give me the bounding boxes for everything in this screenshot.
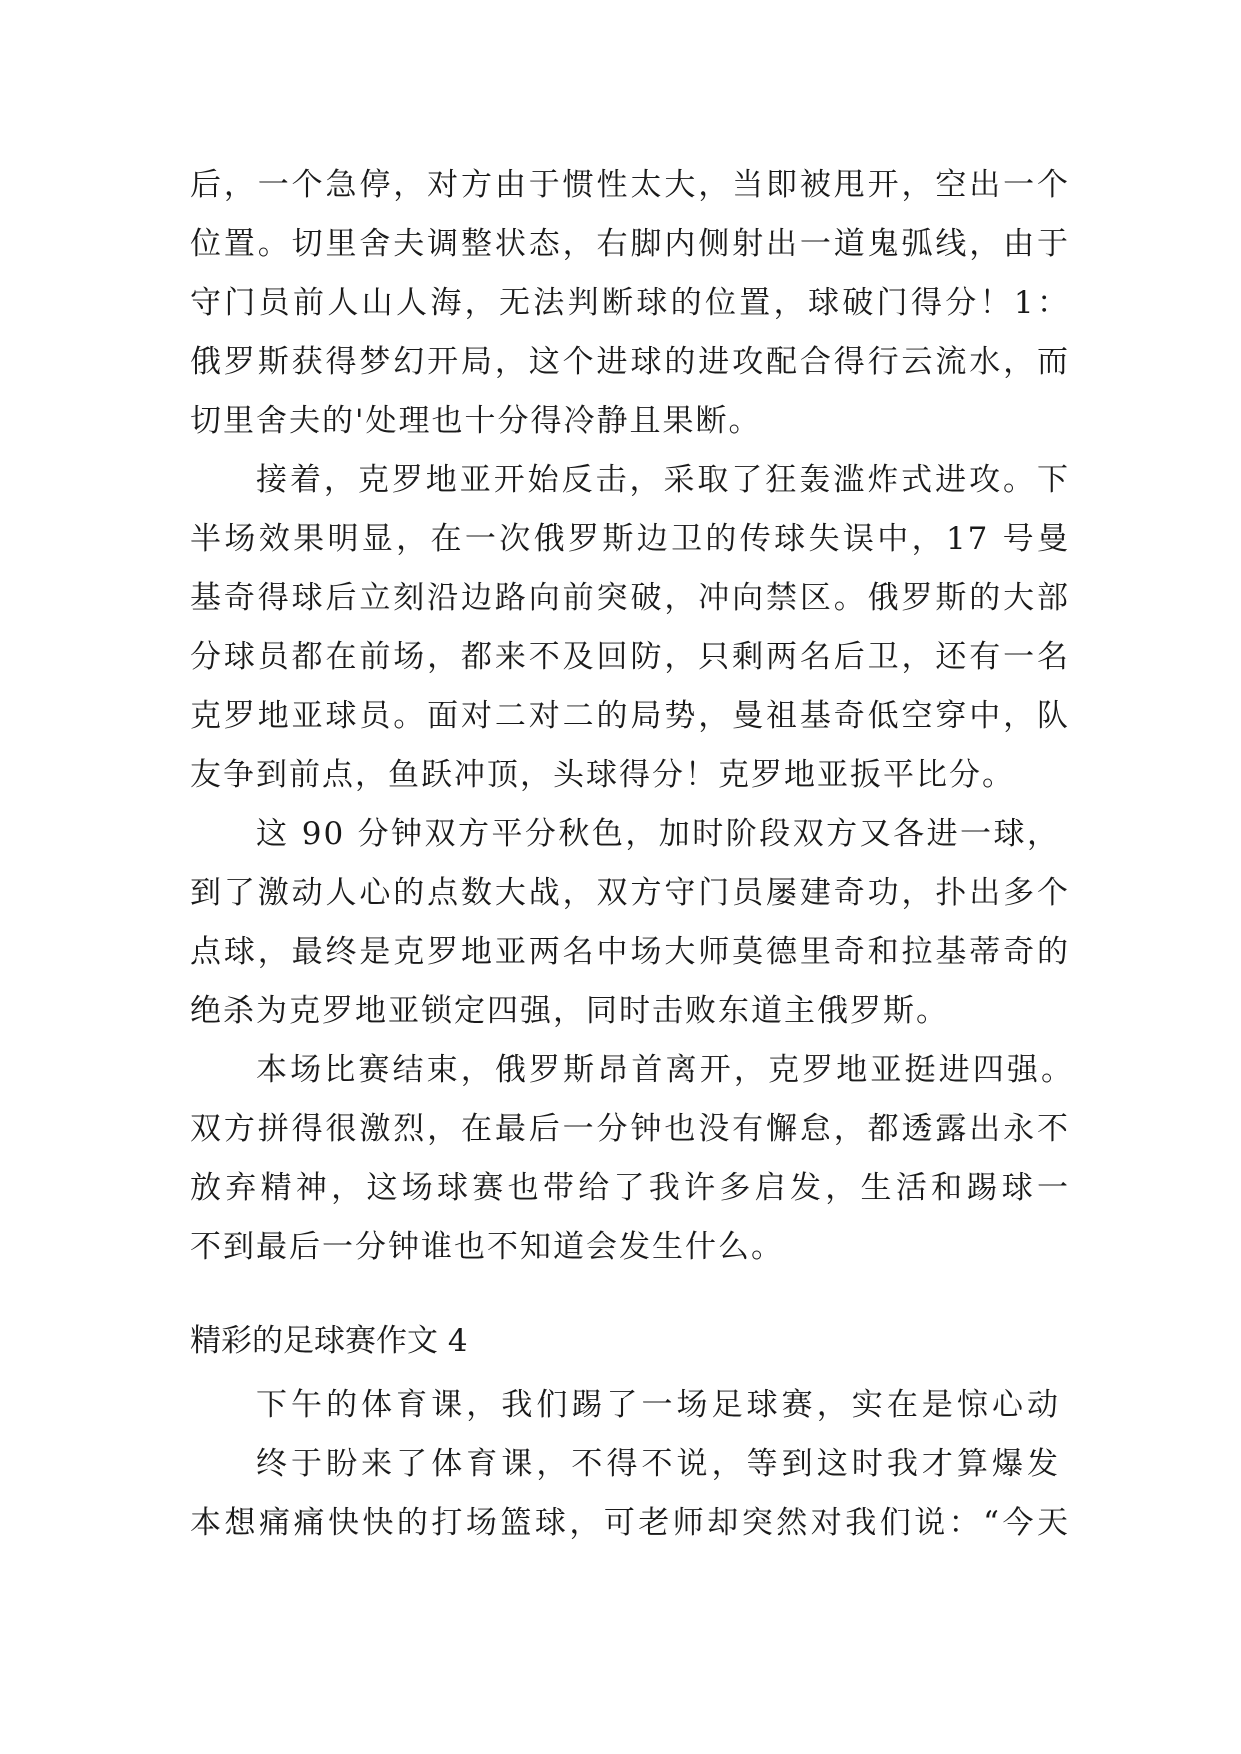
paragraph-line: 友争到前点，鱼跃冲顶，头球得分！克罗地亚扳平比分。	[190, 757, 1015, 793]
paragraph-line: 守门员前人山人海，无法判断球的位置，球破门得分！1：	[190, 285, 1070, 321]
paragraph-line: 位置。切里舍夫调整状态，右脚内侧射出一道鬼弧线，由于	[190, 226, 1070, 262]
paragraph-line: 克罗地亚球员。面对二对二的局势，曼祖基奇低空穿中，队	[190, 698, 1070, 734]
paragraph-line: 到了激动人心的点数大战，双方守门员屡建奇功，扑出多个	[190, 875, 1070, 911]
paragraph-line: 本想痛痛快快的打场篮球，可老师却突然对我们说：“今天	[190, 1505, 1070, 1541]
paragraph-line: 不到最后一分钟谁也不知道会发生什么。	[190, 1229, 784, 1265]
paragraph-line: 基奇得球后立刻沿边路向前突破，冲向禁区。俄罗斯的大部	[190, 580, 1070, 616]
paragraph-line: 接着，克罗地亚开始反击，采取了狂轰滥炸式进攻。下	[256, 462, 1070, 498]
paragraph-line: 本场比赛结束，俄罗斯昂首离开，克罗地亚挺进四强。	[256, 1052, 1074, 1088]
paragraph-line: 切里舍夫的'处理也十分得冷静且果断。	[190, 403, 762, 439]
paragraph-line: 分球员都在前场，都来不及回防，只剩两名后卫，还有一名	[190, 639, 1070, 675]
section-heading: 精彩的足球赛作文 4	[190, 1323, 468, 1359]
paragraph-line: 点球，最终是克罗地亚两名中场大师莫德里奇和拉基蒂奇的	[190, 934, 1070, 970]
paragraph-line: 后，一个急停，对方由于惯性太大，当即被甩开，空出一个	[190, 167, 1070, 203]
paragraph-line: 绝杀为克罗地亚锁定四强，同时击败东道主俄罗斯。	[190, 993, 949, 1029]
paragraph-line: 俄罗斯获得梦幻开局，这个进球的进攻配合得行云流水，而	[190, 344, 1070, 380]
paragraph-line: 放弃精神，这场球赛也带给了我许多启发，生活和踢球一	[190, 1170, 1070, 1206]
paragraph-line: 半场效果明显，在一次俄罗斯边卫的传球失误中，17 号曼	[190, 521, 1070, 557]
paragraph-line: 终于盼来了体育课，不得不说，等到这时我才算爆发	[256, 1446, 1060, 1482]
paragraph-line: 这 90 分钟双方平分秋色，加时阶段双方又各进一球，	[256, 816, 1060, 852]
paragraph-line: 双方拼得很激烈，在最后一分钟也没有懈怠，都透露出永不	[190, 1111, 1070, 1147]
paragraph-line: 下午的体育课，我们踢了一场足球赛，实在是惊心动	[256, 1387, 1060, 1423]
